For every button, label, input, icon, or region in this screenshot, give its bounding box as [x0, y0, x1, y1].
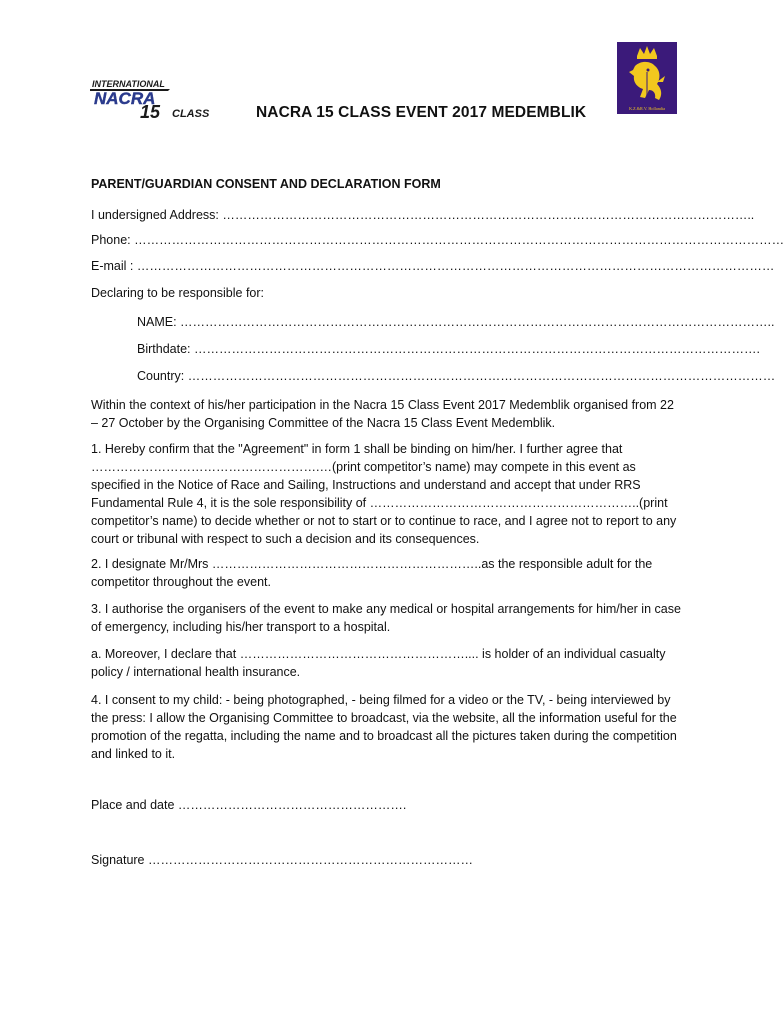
clause-4-paragraph: 4. I consent to my child: - being photographed, - being filmed for a video or the TV, - being interviewed by the press: I allow the Organising Committee to broadcast, via the website, all the information useful for the promotion of the regatta, including the name and to broadcast all the pictures taken during the competition and linked to it.: [91, 693, 677, 761]
phone-line: Phone: …………………………………………………………………………………………………………………………………………: [91, 233, 784, 247]
club-logo-text: K.Z.&R.V. Hollandia: [629, 106, 665, 111]
clause-2-paragraph: 2. I designate Mr/Mrs ………………………………………………………..as the responsible adult for the competitor throughout the event.: [91, 557, 653, 589]
country-line: Country: ……………………………………………………………………………………………………………………………: [137, 369, 776, 383]
form-heading: PARENT/GUARDIAN CONSENT AND DECLARATION FORM: [91, 177, 441, 191]
clause-3-paragraph: 3. I authorise the organisers of the event to make any medical or hospital arrangements for him/her in case of emergency, including his/her transport to a hospital.: [91, 602, 681, 634]
logo-class-text: CLASS: [172, 108, 210, 120]
address-line: I undersigned Address: ………………………………………………………………………………………………………………..: [91, 208, 755, 222]
nacra-15-class-logo: [90, 78, 230, 120]
name-line: NAME: ……………………………………………………………………………………………………………………………..: [137, 315, 775, 329]
context-paragraph: Within the context of his/her participation in the Nacra 15 Class Event 2017 Medemblik organised from 22 – 27 October by the Organising Committee of the Nacra 15 Class Event Medemblik.: [91, 398, 674, 430]
page-title: NACRA 15 CLASS EVENT 2017 MEDEMBLIK: [256, 104, 587, 121]
clause-a-paragraph: a. Moreover, I declare that ……………………………………………….... is holder of an individual casualty policy / international health insurance.: [91, 647, 666, 679]
club-crest-logo: [617, 42, 677, 114]
signature-line: Signature ……………………………………………………………………: [91, 853, 473, 867]
place-date-line: Place and date ……………………………………………….: [91, 798, 407, 812]
crown-lion-icon: [617, 42, 677, 114]
declaring-label: Declaring to be responsible for:: [91, 286, 265, 300]
logo-international-text: INTERNATIONAL: [92, 79, 165, 89]
logo-15-text: 15: [140, 102, 161, 122]
clause-1-paragraph: 1. Hereby confirm that the "Agreement" in form 1 shall be binding on him/her. I further agree that ……………………………………………….…(print competitor’s name) may compete in this event as specified in the Notice of Race and Sailing, Instructions and understand and accept that under RRS Fundamental Rule 4, it is the sole responsibility of ………………………………………………………..(print competitor’s name) to decide whether or not to start or to continue to race, and I agree not to report to any court or tribunal with respect to such a decision and its consequences.: [91, 442, 677, 546]
birthdate-line: Birthdate: ……………………………………………………………………………………………………………………….: [137, 342, 760, 356]
email-line: E-mail : ………………………………………………………………………………………………………………………………………: [91, 259, 775, 273]
logo-nacra-text: NACRA: [94, 89, 156, 108]
